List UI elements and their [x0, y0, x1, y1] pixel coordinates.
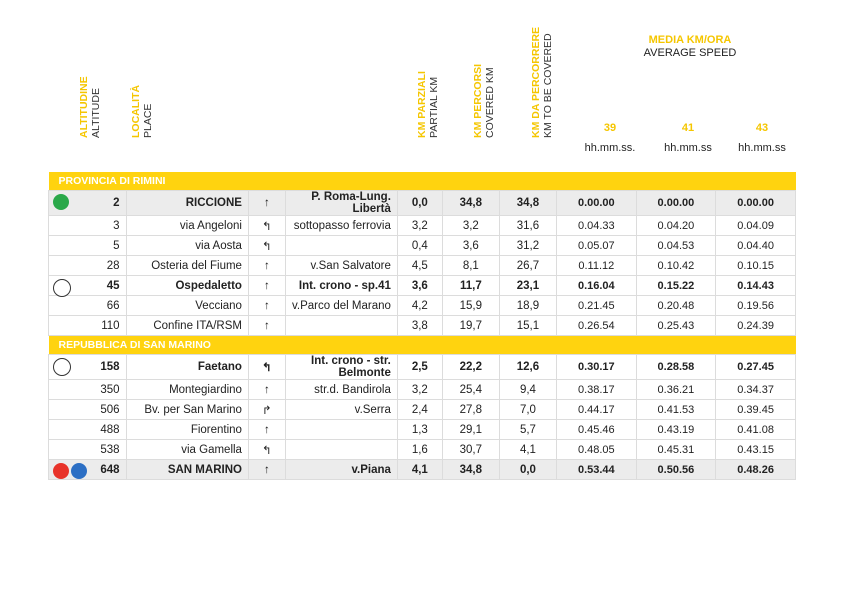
altitude-label-it: ALTITUDINE [78, 76, 90, 138]
badge-icon [71, 463, 87, 479]
altitude-value: 28 [106, 259, 120, 272]
note-cell: str.d. Bandirola [285, 380, 397, 400]
tobe-km-cell: 5,7 [499, 420, 556, 440]
time-39-cell: 0.30.17 [557, 355, 637, 380]
time-43-cell: 0.04.40 [716, 236, 796, 256]
tobe-km-cell: 12,6 [499, 355, 556, 380]
partial-label-it: KM PARZIALI [416, 71, 428, 138]
speed-col-39 [570, 122, 650, 154]
altitude-label-en: ALTITUDE [90, 88, 102, 138]
table-row [49, 420, 796, 440]
direction-icon: ↑ [248, 380, 285, 400]
tobe-km-cell: 4,1 [499, 440, 556, 460]
time-43-cell: 0.27.45 [716, 355, 796, 380]
avg-speed-label-it: MEDIA KM/ORA [648, 34, 732, 46]
section-row [49, 172, 796, 191]
time-39-cell: 0.26.54 [557, 316, 637, 336]
place-cell: Montegiardino [126, 380, 248, 400]
table-row [49, 236, 796, 256]
tobe-km-cell: 31,6 [499, 216, 556, 236]
avg-speed-header [590, 34, 790, 60]
altitude-value: 488 [100, 423, 120, 436]
note-cell [285, 236, 397, 256]
time-43-cell: 0.24.39 [716, 316, 796, 336]
altitude-value: 3 [113, 219, 120, 232]
note-cell: v.Parco del Marano [285, 296, 397, 316]
time-41-cell: 0.28.58 [636, 355, 716, 380]
partial-km-cell: 4,2 [397, 296, 442, 316]
table-header [0, 0, 843, 170]
altitude-value: 5 [113, 239, 120, 252]
note-cell: Int. crono - str. Belmonte [285, 355, 397, 380]
time-39-cell: 0.04.33 [557, 216, 637, 236]
tobe-label-en: KM TO BE COVERED [542, 33, 554, 138]
time-41-cell: 0.04.53 [636, 236, 716, 256]
direction-icon: ↑ [248, 256, 285, 276]
tobe-label-it: KM DA PERCORRERE [530, 26, 542, 138]
time-41-cell: 0.50.56 [636, 460, 716, 480]
speed-41-label: 41 [681, 122, 695, 134]
direction-icon: ↰ [248, 216, 285, 236]
time-41-cell: 0.25.43 [636, 316, 716, 336]
time-39-cell: 0.45.46 [557, 420, 637, 440]
table-row [49, 355, 796, 380]
time-39-cell: 0.21.45 [557, 296, 637, 316]
altitude-cell [49, 276, 127, 296]
direction-icon: ↑ [248, 191, 285, 216]
time-39-cell: 0.48.05 [557, 440, 637, 460]
covered-km-cell: 29,1 [442, 420, 499, 440]
direction-icon: ↑ [248, 460, 285, 480]
time-41-cell: 0.04.20 [636, 216, 716, 236]
time-41-cell: 0.20.48 [636, 296, 716, 316]
time-41-cell: 0.36.21 [636, 380, 716, 400]
time-39-cell: 0.16.04 [557, 276, 637, 296]
time-43-cell: 0.19.56 [716, 296, 796, 316]
covered-label-it: KM PERCORSI [472, 63, 484, 138]
speed-col-41 [648, 122, 728, 154]
covered-km-cell: 27,8 [442, 400, 499, 420]
table-row [49, 380, 796, 400]
timer-icon [53, 358, 71, 376]
table-row [49, 460, 796, 480]
place-cell: via Angeloni [126, 216, 248, 236]
time-39-cell: 0.53.44 [557, 460, 637, 480]
place-cell: Osteria del Fiume [126, 256, 248, 276]
partial-km-cell: 2,4 [397, 400, 442, 420]
partial-km-cell: 4,1 [397, 460, 442, 480]
altitude-value: 2 [113, 197, 120, 209]
time-41-cell: 0.43.19 [636, 420, 716, 440]
covered-km-cell: 25,4 [442, 380, 499, 400]
tobe-km-cell: 23,1 [499, 276, 556, 296]
section-label: REPUBBLICA DI SAN MARINO [49, 336, 796, 355]
time-41-cell: 0.10.42 [636, 256, 716, 276]
table-row [49, 276, 796, 296]
covered-km-cell: 34,8 [442, 460, 499, 480]
time-39-cell: 0.11.12 [557, 256, 637, 276]
place-cell: Ospedaletto [126, 276, 248, 296]
speed-col-43 [722, 122, 802, 154]
section-label: PROVINCIA DI RIMINI [49, 172, 796, 191]
note-cell: P. Roma-Lung. Libertà [285, 191, 397, 216]
tobe-km-cell: 9,4 [499, 380, 556, 400]
direction-icon: ↑ [248, 316, 285, 336]
altitude-value: 648 [100, 463, 120, 476]
section-row [49, 336, 796, 355]
covered-km-cell: 8,1 [442, 256, 499, 276]
place-cell: via Aosta [126, 236, 248, 256]
place-cell: Bv. per San Marino [126, 400, 248, 420]
partial-km-cell: 3,2 [397, 380, 442, 400]
altitude-value: 110 [101, 319, 120, 332]
place-cell: Fiorentino [126, 420, 248, 440]
table-row [49, 400, 796, 420]
table-row [49, 216, 796, 236]
time-43-cell: 0.00.00 [716, 191, 796, 216]
altitude-cell [49, 236, 127, 256]
note-cell: v.Serra [285, 400, 397, 420]
altitude-value: 45 [106, 279, 120, 292]
note-cell: sottopasso ferrovia [285, 216, 397, 236]
partial-km-cell: 1,3 [397, 420, 442, 440]
place-cell: via Gamella [126, 440, 248, 460]
altitude-cell [49, 440, 127, 460]
note-cell [285, 420, 397, 440]
table-row [49, 256, 796, 276]
altitude-cell [49, 216, 127, 236]
altitude-cell [49, 420, 127, 440]
note-cell: v.Piana [285, 460, 397, 480]
time-43-cell: 0.04.09 [716, 216, 796, 236]
altitude-header [78, 32, 112, 162]
partial-km-cell: 1,6 [397, 440, 442, 460]
note-cell [285, 440, 397, 460]
covered-label-en: COVERED KM [484, 67, 496, 138]
note-cell: v.San Salvatore [285, 256, 397, 276]
unit-label: hh.mm.ss [738, 142, 786, 154]
partial-km-cell: 2,5 [397, 355, 442, 380]
covered-km-cell: 22,2 [442, 355, 499, 380]
covered-km-cell: 15,9 [442, 296, 499, 316]
covered-km-cell: 11,7 [442, 276, 499, 296]
place-label-en: PLACE [142, 103, 154, 138]
altitude-cell [49, 380, 127, 400]
time-43-cell: 0.43.15 [716, 440, 796, 460]
tobe-km-cell: 7,0 [499, 400, 556, 420]
unit-label: hh.mm.ss. [584, 142, 636, 154]
direction-icon: ↰ [248, 440, 285, 460]
time-39-cell: 0.00.00 [557, 191, 637, 216]
altitude-cell [49, 256, 127, 276]
time-43-cell: 0.10.15 [716, 256, 796, 276]
partial-km-cell: 3,2 [397, 216, 442, 236]
direction-icon: ↑ [248, 296, 285, 316]
table-row [49, 191, 796, 216]
note-cell [285, 316, 397, 336]
speed-43-label: 43 [755, 122, 769, 134]
tobe-km-cell: 26,7 [499, 256, 556, 276]
time-39-cell: 0.05.07 [557, 236, 637, 256]
covered-km-cell: 34,8 [442, 191, 499, 216]
altitude-cell [49, 296, 127, 316]
direction-icon: ↰ [248, 355, 285, 380]
tobe-km-cell: 31,2 [499, 236, 556, 256]
table-row [49, 316, 796, 336]
avg-speed-label-en: AVERAGE SPEED [643, 47, 737, 59]
altitude-cell [49, 316, 127, 336]
tobe-km-cell: 34,8 [499, 191, 556, 216]
direction-icon: ↱ [248, 400, 285, 420]
covered-km-cell: 19,7 [442, 316, 499, 336]
tobe-km-cell: 15,1 [499, 316, 556, 336]
start-icon [53, 194, 69, 210]
altitude-value: 538 [100, 443, 120, 456]
time-41-cell: 0.41.53 [636, 400, 716, 420]
place-cell: Vecciano [126, 296, 248, 316]
unit-label: hh.mm.ss [664, 142, 712, 154]
direction-icon: ↰ [248, 236, 285, 256]
note-cell: Int. crono - sp.41 [285, 276, 397, 296]
finish-icon [53, 463, 69, 479]
covered-km-cell: 3,2 [442, 216, 499, 236]
partial-km-cell: 0,4 [397, 236, 442, 256]
place-cell: RICCIONE [126, 191, 248, 216]
partial-km-cell: 3,8 [397, 316, 442, 336]
route-table [48, 172, 796, 480]
time-41-cell: 0.15.22 [636, 276, 716, 296]
altitude-cell [49, 191, 127, 216]
place-cell: SAN MARINO [126, 460, 248, 480]
time-43-cell: 0.48.26 [716, 460, 796, 480]
altitude-value: 506 [100, 403, 120, 416]
time-41-cell: 0.45.31 [636, 440, 716, 460]
direction-icon: ↑ [248, 420, 285, 440]
altitude-cell [49, 400, 127, 420]
speed-39-label: 39 [603, 122, 617, 134]
time-39-cell: 0.44.17 [557, 400, 637, 420]
partial-km-cell: 3,6 [397, 276, 442, 296]
altitude-value: 66 [106, 299, 120, 312]
place-cell: Confine ITA/RSM [126, 316, 248, 336]
partial-km-header [416, 32, 450, 162]
table-row [49, 440, 796, 460]
place-header [130, 32, 164, 162]
altitude-value: 158 [100, 361, 120, 373]
tobe-km-header [530, 26, 564, 162]
altitude-cell [49, 355, 127, 380]
place-cell: Faetano [126, 355, 248, 380]
place-label-it: LOCALITÀ [130, 84, 142, 138]
altitude-cell [49, 460, 127, 480]
partial-label-en: PARTIAL KM [428, 76, 440, 138]
covered-km-cell: 3,6 [442, 236, 499, 256]
partial-km-cell: 0,0 [397, 191, 442, 216]
tobe-km-cell: 0,0 [499, 460, 556, 480]
time-43-cell: 0.39.45 [716, 400, 796, 420]
direction-icon: ↑ [248, 276, 285, 296]
time-39-cell: 0.38.17 [557, 380, 637, 400]
time-43-cell: 0.41.08 [716, 420, 796, 440]
table-row [49, 296, 796, 316]
time-43-cell: 0.14.43 [716, 276, 796, 296]
partial-km-cell: 4,5 [397, 256, 442, 276]
covered-km-header [472, 32, 506, 162]
covered-km-cell: 30,7 [442, 440, 499, 460]
timer-icon [53, 279, 71, 297]
time-43-cell: 0.34.37 [716, 380, 796, 400]
altitude-value: 350 [100, 383, 120, 396]
tobe-km-cell: 18,9 [499, 296, 556, 316]
time-41-cell: 0.00.00 [636, 191, 716, 216]
